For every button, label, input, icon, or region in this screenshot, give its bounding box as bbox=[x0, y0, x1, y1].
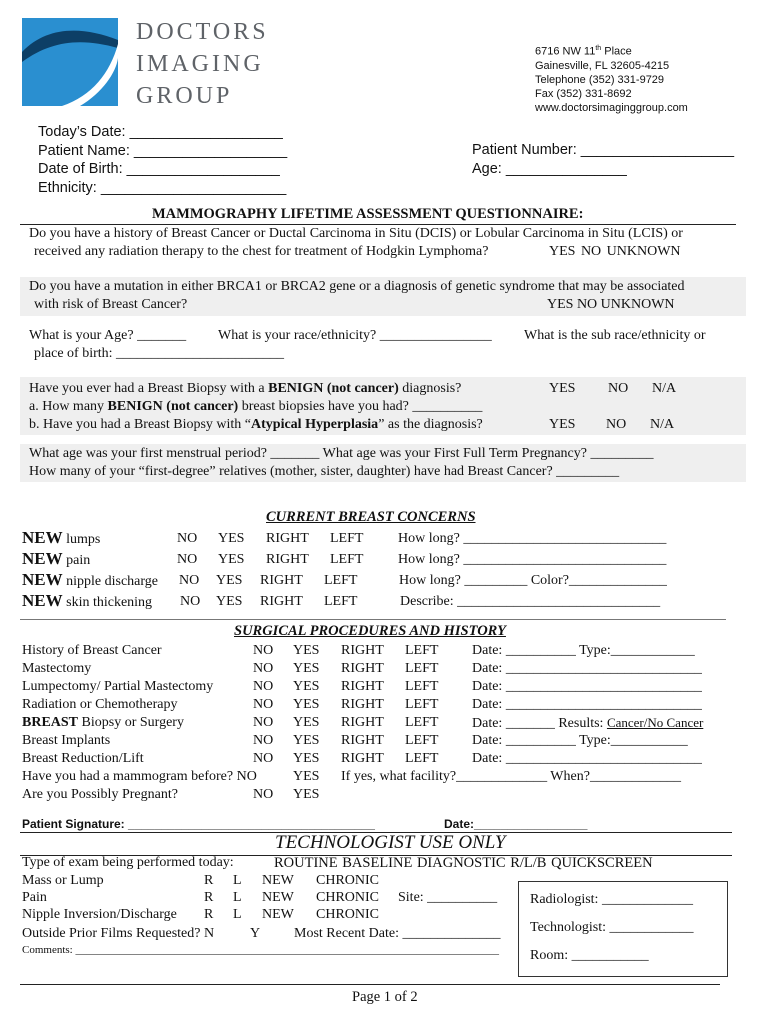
comments-field[interactable]: Comments: _____________________________________________________________________________ bbox=[22, 944, 499, 956]
signature-field[interactable]: Patient Signature: _____________________________________ bbox=[22, 817, 375, 831]
surgical-no[interactable]: NO bbox=[253, 643, 274, 658]
concern-left[interactable]: LEFT bbox=[324, 573, 358, 588]
radiologist-field[interactable]: Radiologist: _____________ bbox=[530, 892, 693, 907]
q4b-no[interactable]: NO bbox=[606, 417, 627, 432]
pregnant-yes[interactable]: YES bbox=[293, 787, 320, 802]
q4-line: Have you ever had a Breast Biopsy with a BENIGN (not cancer) diagnosis? bbox=[29, 381, 462, 396]
q1-options[interactable]: YES NO UNKNOWN bbox=[549, 244, 681, 259]
q1-line2: received any radiation therapy to the chest for treatment of Hodgkin Lymphoma? bbox=[34, 244, 489, 259]
address-block bbox=[535, 42, 688, 115]
prior-films-y[interactable]: Y bbox=[250, 926, 261, 941]
surgical-yes[interactable]: YES bbox=[293, 661, 320, 676]
prior-films[interactable]: Outside Prior Films Requested? N bbox=[22, 926, 215, 941]
concerns-title: CURRENT BREAST CONCERNS bbox=[266, 509, 476, 525]
concern-left[interactable]: LEFT bbox=[330, 531, 364, 546]
concern-extra[interactable]: How long? _________ Color?______________ bbox=[399, 573, 667, 588]
pregnant-question: Are you Possibly Pregnant? bbox=[22, 787, 178, 802]
address-street: 6716 NW 11th Place bbox=[535, 45, 632, 58]
concern-yes[interactable]: YES bbox=[216, 594, 243, 609]
concern-no[interactable]: NO bbox=[177, 531, 198, 546]
tech-label: Mass or Lump bbox=[22, 873, 104, 888]
concern-left[interactable]: LEFT bbox=[330, 552, 364, 567]
tech-label: Pain bbox=[22, 890, 47, 905]
pregnant-no[interactable]: NO bbox=[253, 787, 274, 802]
tech-r[interactable]: R bbox=[204, 873, 214, 888]
surgical-extra[interactable]: Date: __________ Type:____________ bbox=[472, 643, 695, 658]
page-number: Page 1 of 2 bbox=[352, 989, 418, 1005]
surgical-label: BREAST Biopsy or Surgery bbox=[22, 715, 184, 730]
tech-l[interactable]: L bbox=[233, 873, 242, 888]
surgical-left[interactable]: LEFT bbox=[405, 733, 439, 748]
tech-new[interactable]: NEW bbox=[262, 907, 294, 922]
logo-text-3: GROUP bbox=[136, 83, 233, 109]
questionnaire-title: MAMMOGRAPHY LIFETIME ASSESSMENT QUESTIONNAIRE: bbox=[152, 206, 584, 222]
surgical-right[interactable]: RIGHT bbox=[341, 733, 384, 748]
concern-extra[interactable]: Describe: _____________________________ bbox=[400, 594, 661, 609]
tech-label: Nipple Inversion/Discharge bbox=[22, 907, 177, 922]
q3-race[interactable]: What is your race/ethnicity? ________________ bbox=[218, 328, 492, 343]
divider bbox=[20, 984, 720, 985]
concern-row: NEW lumps bbox=[22, 528, 101, 547]
q4b-yes[interactable]: YES bbox=[549, 417, 576, 432]
surgical-yes[interactable]: YES bbox=[293, 715, 320, 730]
address-web[interactable]: www.doctorsimaginggroup.com bbox=[535, 101, 688, 114]
address-fax: Fax (352) 331-8692 bbox=[535, 87, 632, 100]
surgical-no[interactable]: NO bbox=[253, 697, 274, 712]
concern-right[interactable]: RIGHT bbox=[266, 552, 309, 567]
surgical-right[interactable]: RIGHT bbox=[341, 643, 384, 658]
concern-yes[interactable]: YES bbox=[218, 552, 245, 567]
dob-field[interactable]: Date of Birth: ___________________ bbox=[38, 161, 280, 177]
q4a-line: a. How many BENIGN (not cancer) breast biopsies have you had? __________ bbox=[29, 399, 483, 414]
q4-no[interactable]: NO bbox=[608, 381, 629, 396]
concern-extra[interactable]: How long? _____________________________ bbox=[398, 552, 667, 567]
tech-l[interactable]: L bbox=[233, 907, 242, 922]
surgical-yes[interactable]: YES bbox=[293, 697, 320, 712]
concern-right[interactable]: RIGHT bbox=[260, 573, 303, 588]
surgical-label: Radiation or Chemotherapy bbox=[22, 697, 178, 712]
surgical-right[interactable]: RIGHT bbox=[341, 661, 384, 676]
concern-no[interactable]: NO bbox=[179, 573, 200, 588]
surgical-yes[interactable]: YES bbox=[293, 643, 320, 658]
divider bbox=[20, 619, 726, 620]
patient-right bbox=[472, 141, 734, 178]
concern-row: NEW skin thickening bbox=[22, 591, 153, 610]
surgical-extra[interactable]: Date: ____________________________ bbox=[472, 679, 702, 694]
exam-type-label: Type of exam being performed today: bbox=[22, 855, 234, 870]
exam-type-options[interactable]: ROUTINE BASELINE DIAGNOSTIC R/L/B QUICKSCREEN bbox=[274, 855, 653, 871]
surgical-left[interactable]: LEFT bbox=[405, 661, 439, 676]
todays-date-field[interactable]: Today’s Date: ___________________ bbox=[38, 124, 283, 140]
age-field[interactable]: Age: _______________ bbox=[472, 160, 627, 177]
tech-title: TECHNOLOGIST USE ONLY bbox=[275, 832, 506, 853]
surgical-right[interactable]: RIGHT bbox=[341, 751, 384, 766]
mammogram-facility[interactable]: If yes, what facility?_____________ When?_____________ bbox=[341, 769, 681, 784]
surgical-no[interactable]: NO bbox=[253, 733, 274, 748]
surgical-extra[interactable]: Date: _______ Results: Cancer/No Cancer bbox=[472, 715, 704, 731]
q4b-na[interactable]: N/A bbox=[650, 417, 675, 432]
tech-chronic[interactable]: CHRONIC bbox=[316, 890, 380, 905]
logo-mark-icon bbox=[22, 18, 118, 106]
q3-subrace: What is the sub race/ethnicity or bbox=[524, 328, 706, 343]
ethnicity-field[interactable]: Ethnicity: _______________________ bbox=[38, 179, 287, 196]
surgical-left[interactable]: LEFT bbox=[405, 715, 439, 730]
surgical-label: Breast Reduction/Lift bbox=[22, 751, 144, 766]
surgical-right[interactable]: RIGHT bbox=[341, 715, 384, 730]
surgical-left[interactable]: LEFT bbox=[405, 751, 439, 766]
address-phone: Telephone (352) 331-9729 bbox=[535, 73, 665, 86]
q3-age[interactable]: What is your Age? _______ bbox=[29, 328, 187, 343]
technologist-field[interactable]: Technologist: ____________ bbox=[530, 920, 694, 935]
surgical-label: Lumpectomy/ Partial Mastectomy bbox=[22, 679, 214, 694]
surgical-no[interactable]: NO bbox=[253, 751, 274, 766]
surgical-left[interactable]: LEFT bbox=[405, 697, 439, 712]
tech-site[interactable]: Site: __________ bbox=[398, 890, 498, 905]
tech-chronic[interactable]: CHRONIC bbox=[316, 873, 380, 888]
tech-new[interactable]: NEW bbox=[262, 873, 294, 888]
surgical-right[interactable]: RIGHT bbox=[341, 679, 384, 694]
surgical-no[interactable]: NO bbox=[253, 679, 274, 694]
most-recent-date[interactable]: Most Recent Date: ______________ bbox=[294, 926, 501, 941]
concern-no[interactable]: NO bbox=[177, 552, 198, 567]
room-field[interactable]: Room: ___________ bbox=[530, 948, 649, 963]
surgical-right[interactable]: RIGHT bbox=[341, 697, 384, 712]
tech-r[interactable]: R bbox=[204, 907, 214, 922]
surgical-left[interactable]: LEFT bbox=[405, 679, 439, 694]
tech-r[interactable]: R bbox=[204, 890, 214, 905]
surgical-label: History of Breast Cancer bbox=[22, 643, 162, 658]
q3-birthplace[interactable]: place of birth: ________________________ bbox=[34, 346, 285, 361]
concern-extra[interactable]: How long? _____________________________ bbox=[398, 531, 667, 546]
q4-yes[interactable]: YES bbox=[549, 381, 576, 396]
surgical-extra[interactable]: Date: __________ Type:___________ bbox=[472, 733, 688, 748]
surgical-extra[interactable]: Date: ____________________________ bbox=[472, 697, 702, 712]
tech-l[interactable]: L bbox=[233, 890, 242, 905]
q2-line1: Do you have a mutation in either BRCA1 or BRCA2 gene or a diagnosis of genetic syndrome that may be associated bbox=[29, 279, 685, 294]
address-city: Gainesville, FL 32605-4215 bbox=[535, 59, 670, 72]
logo-text-2: IMAGING bbox=[136, 51, 264, 77]
concern-row: NEW nipple discharge bbox=[22, 570, 159, 589]
surgical-label: Breast Implants bbox=[22, 733, 111, 748]
surgical-yes[interactable]: YES bbox=[293, 751, 320, 766]
tech-new[interactable]: NEW bbox=[262, 890, 294, 905]
q2-line2: with risk of Breast Cancer? bbox=[34, 297, 188, 312]
patient-left bbox=[38, 123, 287, 197]
concern-yes[interactable]: YES bbox=[218, 531, 245, 546]
signature-date-field[interactable]: Date:_________________ bbox=[444, 817, 588, 831]
q2-options[interactable]: YES NO UNKNOWN bbox=[547, 297, 675, 312]
surgical-yes[interactable]: YES bbox=[293, 733, 320, 748]
surgical-title: SURGICAL PROCEDURES AND HISTORY bbox=[234, 623, 506, 639]
staff-box bbox=[518, 881, 728, 977]
surgical-label: Mastectomy bbox=[22, 661, 92, 676]
q1-line1: Do you have a history of Breast Cancer or Ductal Carcinoma in Situ (DCIS) or Lobular Carcinoma in Situ (LCIS) or bbox=[29, 226, 683, 241]
q4b-line: b. Have you had a Breast Biopsy with “Atypical Hyperplasia” as the diagnosis? bbox=[29, 417, 483, 432]
tech-chronic[interactable]: CHRONIC bbox=[316, 907, 380, 922]
mammogram-question[interactable]: Have you had a mammogram before? NO bbox=[22, 769, 257, 784]
surgical-yes[interactable]: YES bbox=[293, 679, 320, 694]
concern-left[interactable]: LEFT bbox=[324, 594, 358, 609]
surgical-left[interactable]: LEFT bbox=[405, 643, 439, 658]
concern-right[interactable]: RIGHT bbox=[266, 531, 309, 546]
concern-no[interactable]: NO bbox=[180, 594, 201, 609]
mammogram-yes[interactable]: YES bbox=[293, 769, 320, 784]
surgical-extra[interactable]: Date: ____________________________ bbox=[472, 661, 702, 676]
q5-line2[interactable]: How many of your “first-degree” relatives (mother, sister, daughter) have had Breast Cancer? _________ bbox=[29, 464, 620, 479]
patient-number-field[interactable]: Patient Number: ___________________ bbox=[472, 142, 735, 158]
surgical-no[interactable]: NO bbox=[253, 715, 274, 730]
surgical-no[interactable]: NO bbox=[253, 661, 274, 676]
logo-text-1: DOCTORS bbox=[136, 19, 269, 45]
concern-right[interactable]: RIGHT bbox=[260, 594, 303, 609]
surgical-extra[interactable]: Date: ____________________________ bbox=[472, 751, 702, 766]
patient-name-field[interactable]: Patient Name: ___________________ bbox=[38, 142, 288, 159]
q4-na[interactable]: N/A bbox=[652, 381, 677, 396]
concern-yes[interactable]: YES bbox=[216, 573, 243, 588]
concern-row: NEW pain bbox=[22, 549, 91, 568]
q5-line1[interactable]: What age was your first menstrual period? _______ What age was your First Full Term Pregnancy? _________ bbox=[29, 446, 654, 461]
